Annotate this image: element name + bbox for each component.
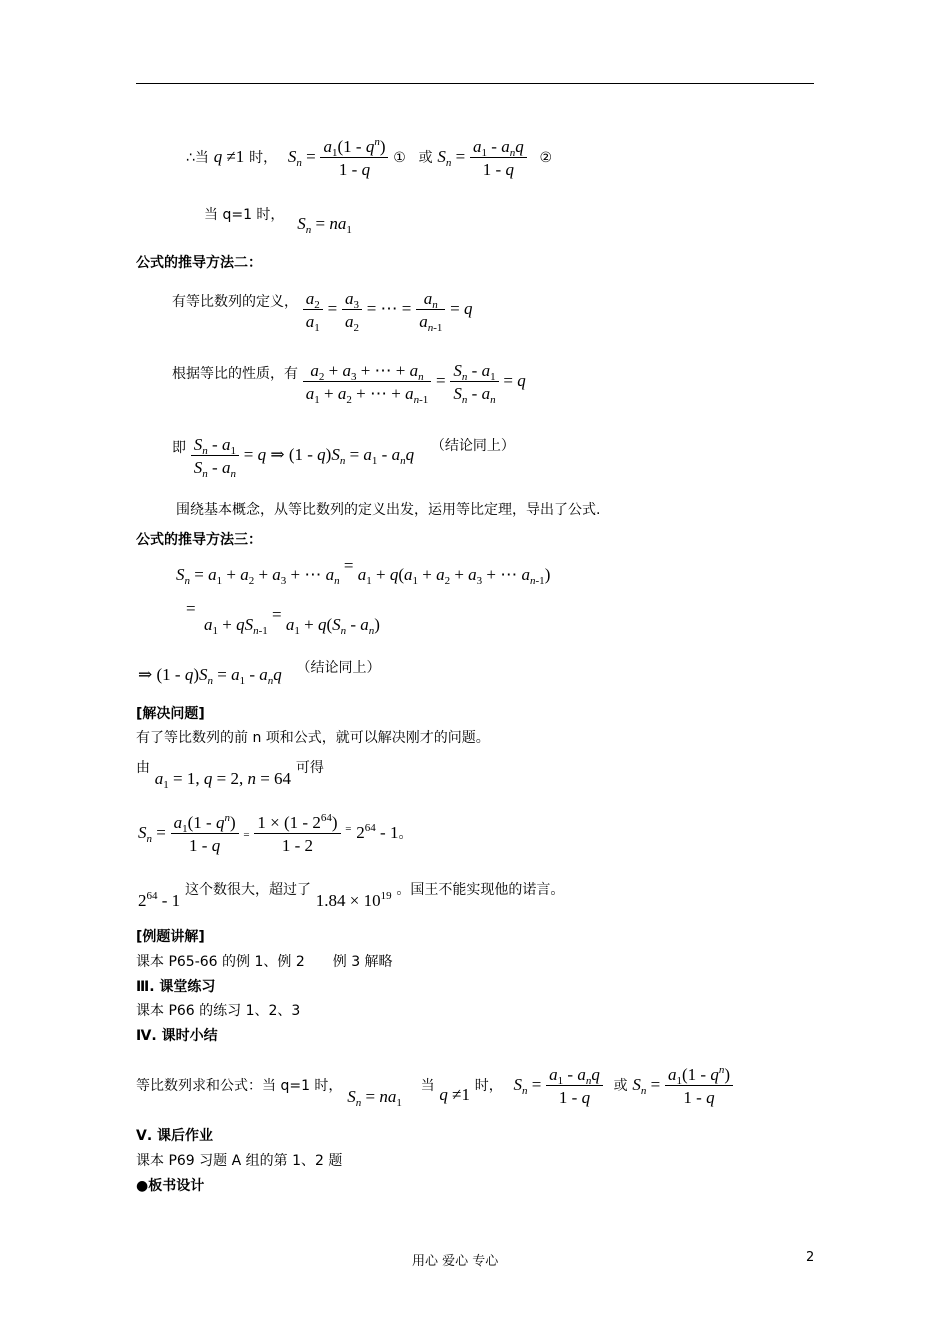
kede-text: 可得 — [295, 760, 324, 776]
big-number-line: $2^{64} - 1$ 这个数很大，超过了 $1.84 \times 10^{19}$ 。国王不能实现他的诺言。 — [138, 882, 565, 910]
circle-two: ② — [539, 150, 553, 166]
summary-when: 当 — [420, 1078, 435, 1094]
circle-one: ① — [393, 150, 406, 166]
homework-heading: Ⅴ. 课后作业 — [136, 1128, 214, 1144]
given-line: 由 $a_1 = 1$, q = 2, n = 64 可得 — [136, 760, 324, 791]
property-text: 根据等比的性质，有 — [172, 366, 298, 382]
page-number: 2 — [806, 1250, 815, 1265]
practice-line: 课本 P66 的练习 1、2、3 — [136, 1003, 301, 1019]
method-three-conclusion: ⇒ $(1 - q)S_n = a_1 - a_nq$ （结论同上） — [138, 660, 381, 687]
header-rule — [136, 83, 814, 84]
summary-heading: Ⅳ. 课时小结 — [136, 1028, 218, 1044]
solve-line: 有了等比数列的前 n 项和公式，就可以解决刚才的问题。 — [136, 730, 490, 746]
summary-text: 等比数列求和公式：当 q=1 时， — [136, 1078, 343, 1094]
conclusion-same-2: （结论同上） — [296, 660, 381, 676]
king-text: 。国王不能实现他的诺言。 — [396, 882, 565, 898]
formula-q-eq-1: 当 q=1 时， $S_n = na_1$ — [204, 207, 352, 236]
method-three-line2b: $a_1 + qS_{n-1} = a_1 + q(S_n - a_n)$ — [204, 605, 380, 637]
you-text: 由 — [136, 760, 150, 776]
method-note: 围绕基本概念，从等比数列的定义出发，运用等比定理，导出了公式. — [176, 502, 601, 518]
heading-method-two: 公式的推导方法二： — [136, 255, 262, 271]
therefore-when-text: ∴当 — [186, 150, 209, 166]
example-heading: [例题讲解] — [136, 929, 205, 945]
big-number-text: 这个数很大，超过了 — [184, 882, 311, 898]
when-text: 时， — [249, 150, 278, 166]
homework-line: 课本 P69 习题 A 组的第 1、2 题 — [136, 1153, 343, 1169]
formula-q-ne-1: ∴当 q ≠1 时， $S_n$ = $\frac{a_1(1 - q^n)}{1 - q}$ ① 或 $S_n$ = $\frac{a_1 - a_nq}{1 - q}$ ② — [186, 136, 553, 179]
result-line: $S_n$ = $\frac{a_1(1 - q^n)}{1 - q}$ = $\frac{1 \times (1 - 2^{64})}{1 - 2}$ = $2^{64} - 1$。 — [138, 812, 413, 855]
when-q-eq-1-text: 当 q=1 时， — [204, 207, 285, 223]
ji-text: 即 — [172, 440, 186, 456]
practice-heading: Ⅲ. 课堂练习 — [136, 979, 216, 995]
summary-line: 等比数列求和公式：当 q=1 时， $S_n = na_1$ 当 q ≠1 时， $S_n$ = $\frac{a_1 - a_nq}{1 - q}$ 或 $S_n$ = $\frac{a_1(1 - q^n)}{1 - q}$ — [136, 1066, 733, 1106]
board-design-heading: ●板书设计 — [136, 1178, 205, 1194]
summary-when-end: 时， — [474, 1078, 503, 1094]
conclusion-same: （结论同上） — [430, 438, 515, 454]
definition-text: 有等比数列的定义， — [172, 294, 298, 310]
summary-or: 或 — [613, 1078, 628, 1094]
fraction-sum-formula-2: $\frac{a_1 - a_nq}{1 - q}$ — [470, 138, 527, 178]
heading-method-three: 公式的推导方法三： — [136, 532, 262, 548]
implication-line: 即 $\frac{S_n - a_1}{S_n - a_n}$ = q ⇒ $(1 - q)S_n = a_1 - a_nq$ （结论同上） — [172, 435, 515, 480]
method-three-line2: = — [186, 599, 196, 618]
example-line: 课本 P65-66 的例 1、例 2 例 3 解略 — [136, 954, 393, 970]
method-three-line1: $S_n = a_1 + a_2 + a_3$ + ⋯ $a_n = a_1 + q(a_1 + a_2 + a_3$ + ⋯ $a_{n-1}$) — [176, 556, 551, 587]
property-line: 根据等比的性质，有 $\frac{a_2 + a_3 + \cdots + a_n}{a_1 + a_2 + \cdots + a_{n-1}}$ = $\frac{S_n - a_1}{S_n - a_n}$ = q — [172, 361, 526, 406]
or-text: 或 — [418, 150, 433, 166]
period-mark: 。 — [398, 826, 413, 842]
fraction-sum-formula-1: $\frac{a_1(1 - q^n)}{1 - q}$ — [320, 138, 388, 178]
solve-heading: [解决问题] — [136, 706, 205, 722]
footer-center: 用心 爱心 专心 — [412, 1254, 499, 1269]
definition-line: 有等比数列的定义， $\frac{a_2}{a_1}$ = $\frac{a_3}{a_2}$ = ⋯ = $\frac{a_n}{a_{n-1}}$ = q — [172, 289, 473, 334]
